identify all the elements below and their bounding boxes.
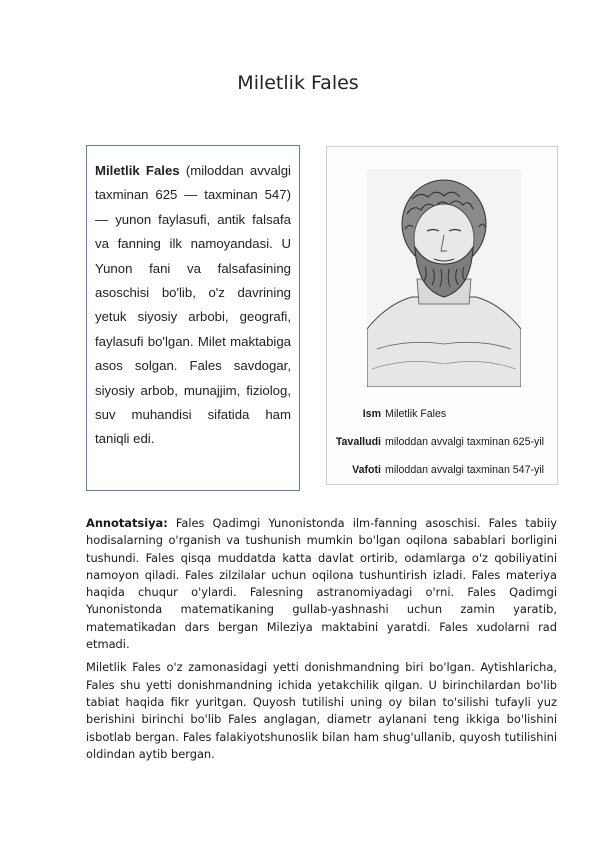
infobox [326,146,558,485]
infobox-value-death: miloddan avvalgi taxminan 547-yil [385,464,544,476]
annotation-text: Fales Qadimgi Yunonistonda ilm-fanning asoschisi. Fales tabiiy hodisalarning o'rganish va tushunish mumkin bo'lgan oqilona sabablari borligini tushundi. Fales qisqa muddatda katta davlat ortirib, odamlarga o'z qobiliyatini namoyon qiladi. Fales zilzilalar uchun oqilona tushuntirish izladi. Fales materiya haqida chuqur o'ylardi. Falesning astranomiyadagi o'rni. Fales Qadimgi Yunonistonda matematikaning gullab-yashnashi uchun zamin yaratib, matematikadan dars bergan Mileziya maktabini yaratdi. Fales xudolarni rad etmadi. [86,516,557,652]
annotation-label: Annotatsiya: [86,516,168,530]
infobox-label-birth: Tavalludi [335,436,381,448]
infobox-label-name: Ism [362,408,381,420]
infobox-label-death: Vafoti [352,464,381,476]
infobox-value-birth: miloddan avvalgi taxminan 625-yil [385,436,544,448]
summary-name: Miletlik Fales [95,163,180,178]
page-title: Miletlik Fales [237,72,359,94]
second-paragraph: Miletlik Fales o'z zamonasidagi yetti donishmandning biri bo'lgan. Aytishlaricha, Fales shu yetti donishmandning ichida yetakchilik qilgan. U birinchilardan bo'lib tabiat haqida fikr yuritgan. Quyosh tutilishi uning oy bilan to'silishi tufayli yuz berishini birinchi bo'lib Fales anglagan, diametr aylanani teng ikkiga bo'lishini isbotlab bergan. Fales falakiyotshunoslik bilan ham shug'ullanib, quyosh tutilishini oldindan aytib bergan. [86,660,557,761]
portrait-bust-image [367,169,521,387]
annotation-paragraph [86,515,557,653]
summary-text: (miloddan avvalgi taxminan 625 — taxminan 547) — yunon faylasufi, antik falsafa va fanning ilk namoyandasi. U Yunon fani va falsafasining asoschisi bo'lib, o'z davrining yetuk siyosiy arbobi, geografi, faylasufi bo'lgan. Milet maktabiga asos solgan. Fales savdogar, siyosiy arbob, munajjim, fiziolog, suv muhandisi sifatida ham taniqli edi. [95,163,291,447]
infobox-value-name: Miletlik Fales [385,408,447,420]
body-text [86,515,557,769]
summary-box [86,145,300,491]
